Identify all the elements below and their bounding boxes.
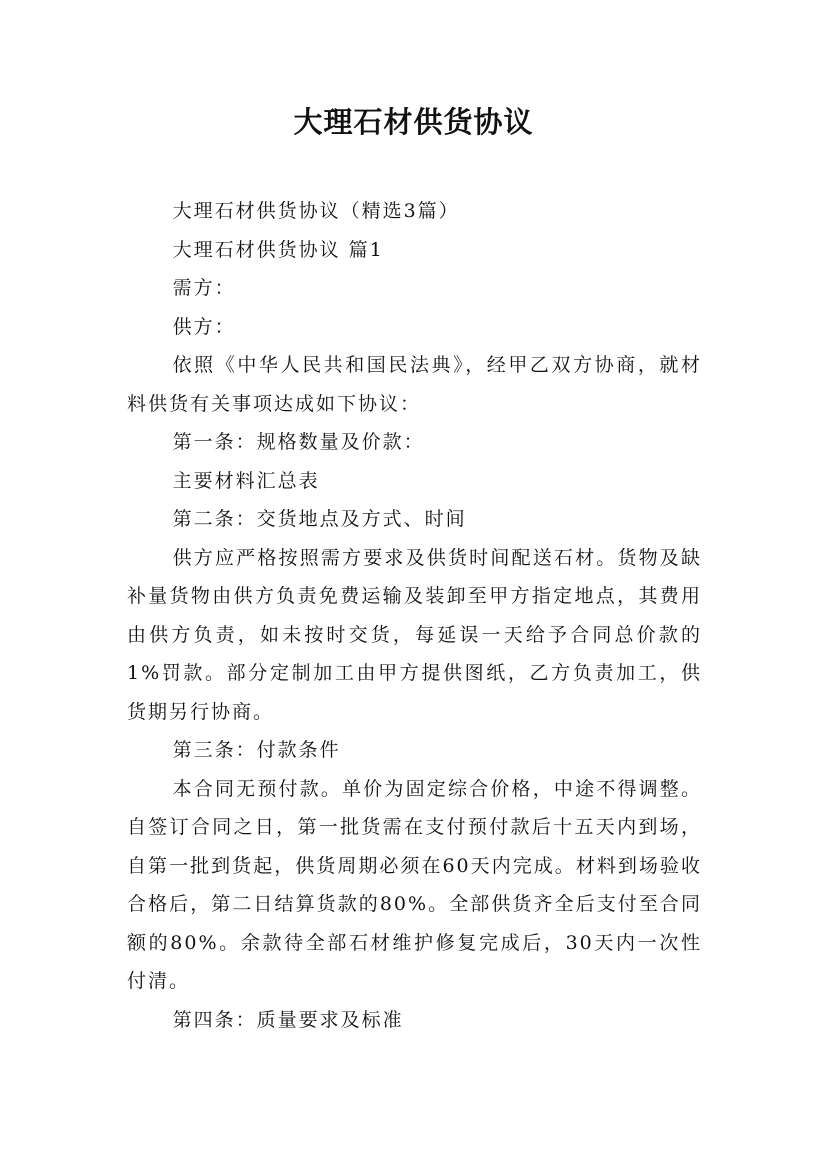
article-3-heading: 第三条：付款条件 [172, 739, 341, 761]
document-title: 大理石材供货协议 [293, 105, 534, 139]
supplier-line: 供方： [172, 315, 236, 338]
article-1-heading: 第一条：规格数量及价款： [172, 431, 425, 453]
article-3-body: 本合同无预付款。单价为固定综合价格，中途不得调整。自签订合同之日，第一批货需在支付预付款后十五天内到场，自第一批到货起，供货周期必须在60天内完成。材料到场验收合格后，第二日结算货款的80%。全部供货齐全后支付至合同额的80%。余款待全部石材维护修复完成后，30天内一次性付清。 [127, 777, 702, 992]
document-body [127, 192, 702, 1039]
section-heading-part-1: 大理石材供货协议 篇1 [172, 238, 384, 261]
article-2-body: 供方应严格按照需方要求及供货时间配送石材。货物及缺补量货物由供方负责免费运输及装卸至甲方指定地点，其费用由供方负责，如未按时交货，每延误一天给予合同总价款的1%罚款。部分定制加工由甲方提供图纸，乙方负责加工，供货期另行协商。 [127, 546, 702, 723]
article-4-heading: 第四条：质量要求及标准 [172, 1008, 404, 1031]
materials-summary-line: 主要材料汇总表 [172, 469, 320, 492]
article-2-heading: 第二条：交货地点及方式、时间 [172, 508, 467, 530]
subtitle-selected-3: 大理石材供货协议（精选3篇） [172, 200, 460, 222]
buyer-line: 需方： [172, 277, 236, 299]
preamble-paragraph: 依照《中华人民共和国民法典》，经甲乙双方协商，就材料供货有关事项达成如下协议： [127, 354, 702, 415]
